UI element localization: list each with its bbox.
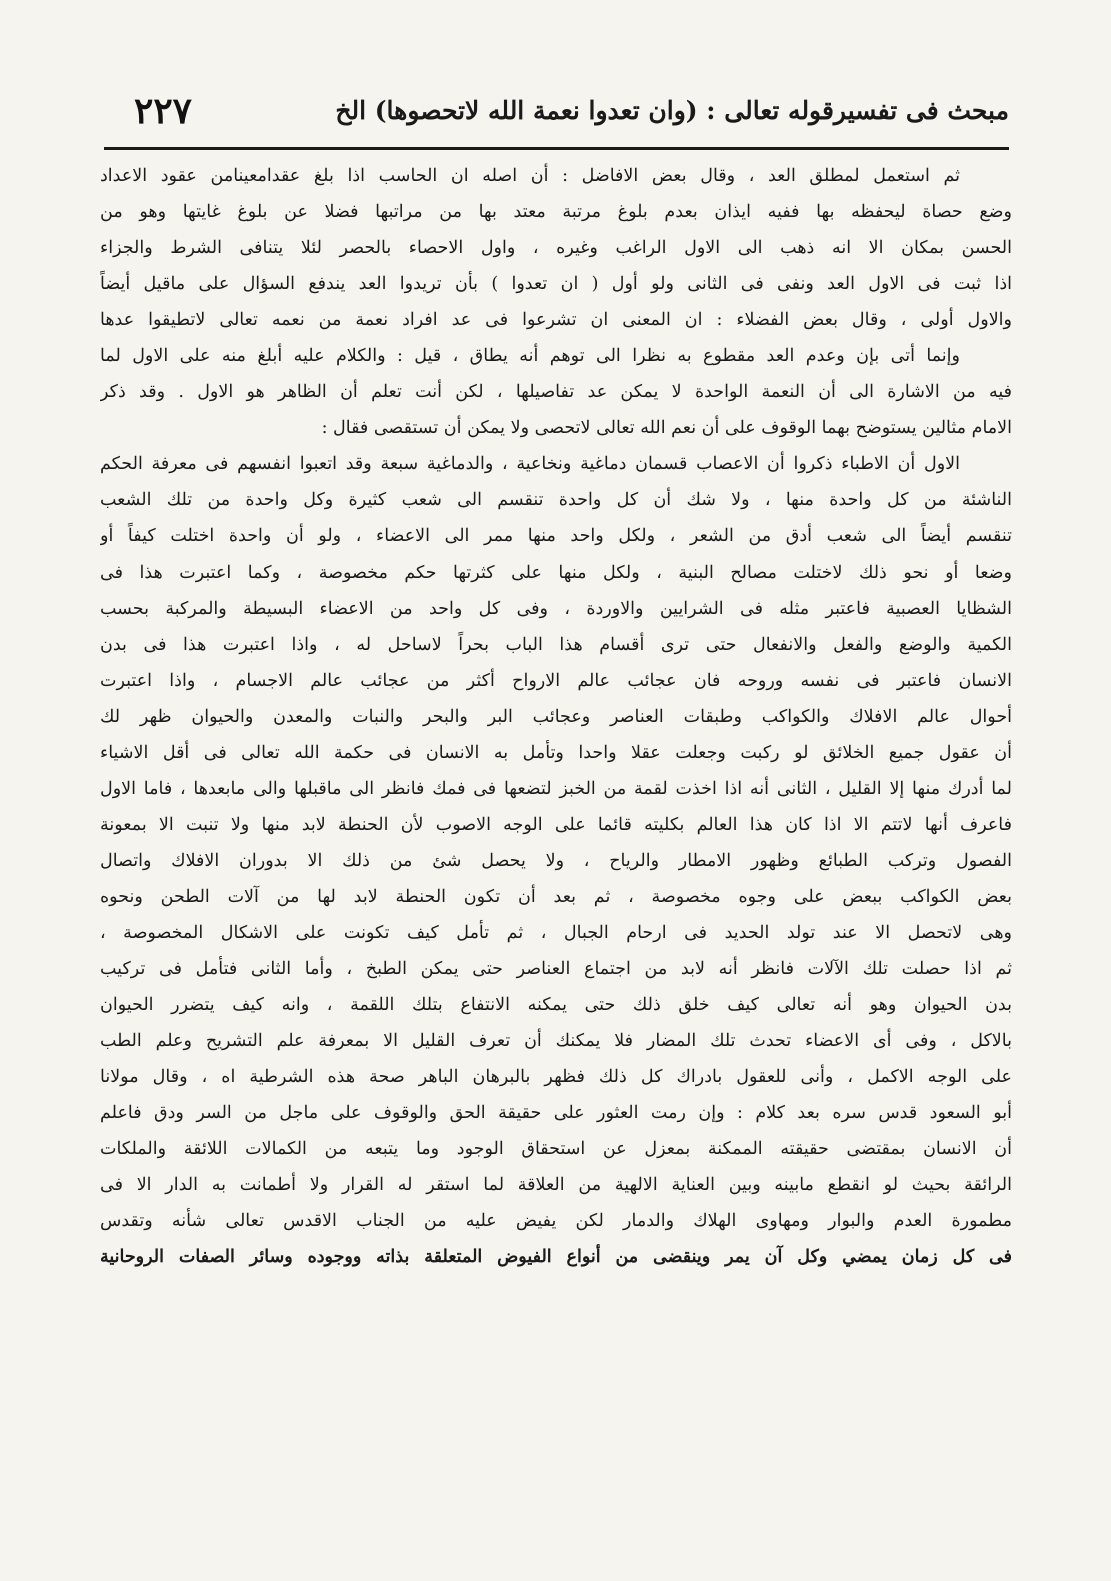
- text-line: الامام مثالين يستوضح بهما الوقوف على أن نعم الله تعالى لاتحصى ولا يمكن أن تستقصى فقال :: [321, 418, 1012, 439]
- page-number: ٢٢٧: [134, 90, 193, 132]
- text-line: أبو السعود قدس سره بعد كلام : وإن رمت العثور على حقيقة الحق والوقوف على ماجل من السر ودق فاعلم: [100, 1103, 1012, 1124]
- text-line: بالاكل ، وفى أى الاعضاء تحدث تلك المضار فلا يمكنك أن تعرف القليل الا بمعرفة علم التشريح وعلم الطب: [100, 1031, 1012, 1052]
- text-line: بدن الحيوان وهو أنه تعالى كيف خلق ذلك حتى يمكنه الانتفاع بتلك اللقمة ، وانه كيف يتضرر الحيوان: [100, 995, 1012, 1016]
- text-line: ثم اذا حصلت تلك الآلات فانظر أنه لابد من اجتماع العناصر حتى يمكن الطبخ ، وأما الثانى فتأمل فى تركيب: [100, 959, 1012, 980]
- text-line: أن الانسان بمقتضى حقيقته الممكنة بمعزل عن استحقاق الوجود وما يتبعه من الكمالات اللائقة والملكات: [100, 1139, 1012, 1160]
- header-rule: [104, 147, 1009, 150]
- text-line: وضع حصاة ليحفظه بها ففيه ايذان بعدم بلوغ مرتبة معتد بها من مراتبها فضلا عن بلوغ غايتها وهو من: [100, 202, 1012, 223]
- page-header: [104, 90, 1009, 144]
- text-line: وضعا أو نحو ذلك لاختلت مصالح البنية ، ولكل منها على كثرتها حكم مخصوصة ، وكما اعتبرت هذا فى: [100, 562, 1012, 583]
- text-line: الكمية والوضع والفعل والانفعال حتى ترى أقسام هذا الباب بحراً لاساحل له ، واذا اعتبرت هذا فى بدن: [100, 634, 1012, 655]
- text-line: الحسن بمكان الا انه ذهب الى الاول الراغب وغيره ، واول الاحصاء بالحصر لئلا يتنافى الشرط والجزاء: [100, 238, 1012, 259]
- text-line: وإنما أتى بإن وعدم العد مقطوع به نظرا الى توهم أنه يطاق ، قيل : والكلام عليه أبلغ منه على الاول لما: [100, 346, 960, 367]
- text-line: اذا ثبت فى الاول العد ونفى فى الثانى ولو أول ( ان تعدوا ) بأن تريدوا العد يندفع السؤال على ماقيل أيضاً: [100, 274, 1012, 295]
- text-line: تنقسم أيضاً الى شعب أدق من الشعر ، ولكل واحد منها ممر الى الاعضاء ، ولو أن واحدة اختلت كيفاً أو: [100, 526, 1012, 547]
- text-line: الاول أن الاطباء ذكروا أن الاعصاب قسمان دماغية ونخاعية ، والدماغية سبعة وقد اتعبوا انفسهم فى معرفة الحكم: [100, 454, 960, 475]
- running-title: مبحث فى تفسيرقوله تعالى : (وان تعدوا نعمة الله لاتحصوها) الخ: [335, 96, 1009, 125]
- text-line: مطمورة العدم والبوار ومهاوى الهلاك والدمار لكن يفيض عليه من الجناب الاقدس تعالى شأنه وتقدس: [100, 1211, 1012, 1232]
- text-line: ثم استعمل لمطلق العد ، وقال بعض الافاضل : أن اصله ان الحاسب اذا بلغ عقدامعينامن عقود الاعداد: [100, 166, 960, 186]
- text-line: أحوال عالم الافلاك والكواكب وطبقات العناصر وعجائب البر والبحر والنبات والمعدن والحيوان ظهر لك: [100, 706, 1012, 727]
- text-line: فيه من الاشارة الى أن النعمة الواحدة لا يمكن عد تفاصيلها ، لكن أنت تعلم أن الظاهر هو الاول . وقد ذكر: [100, 382, 1012, 403]
- text-line: الشظايا العصبية فاعتبر مثله فى الشرايين والاوردة ، وفى كل واحد من الاعضاء البسيطة والمركبة بحسب: [100, 598, 1012, 619]
- text-line: أن عقول جميع الخلائق لو ركبت وجعلت عقلا واحدا وتأمل به الانسان فى حكمة الله تعالى فى أقل الاشياء: [100, 742, 1012, 763]
- text-line: والاول أولى ، وقال بعض الفضلاء : ان المعنى ان تشرعوا فى عد افراد نعمة من نعمه تعالى لاتطيقوا عدها: [100, 310, 1012, 331]
- text-line: الرائقة بحيث لو انقطع مابينه وبين العناية الالهية من العلاقة لما استقر له القرار ولا أطمانت به الدار الا فى: [100, 1175, 1012, 1196]
- text-line: بعض الكواكب ببعض على وجوه مخصوصة ، ثم بعد أن تكون الحنطة لابد لها من آلات الطحن ونحوه: [100, 886, 1012, 907]
- body-text: [100, 158, 1012, 1275]
- text-line: فى كل زمان يمضي وكل آن يمر وينقضى من أنواع الفيوض المتعلقة بذاته ووجوده وسائر الصفات الروحانية: [100, 1247, 1012, 1268]
- text-line: الانسان فاعتبر فى نفسه وروحه فان عجائب عالم الارواح أكثر من عجائب عالم الاجسام ، واذا اعتبرت: [100, 670, 1012, 691]
- text-line: الناشئة من كل واحدة منها ، ولا شك أن كل واحدة تنقسم الى شعب كثيرة وكل واحدة من تلك الشعب: [100, 490, 1012, 511]
- text-line: فاعرف أنها لاتتم الا اذا كان هذا العالم بكليته قائما على الوجه الاصوب لأن الحنطة لابد منها ولا تنبت الا بمعونة: [100, 814, 1012, 835]
- text-line: الفصول وتركب الطبائع وظهور الامطار والرياح ، ولا يحصل شئ من ذلك الا بدوران الافلاك واتصال: [100, 850, 1012, 871]
- text-line: على الوجه الاكمل ، وأنى للعقول بادراك كل ذلك فظهر بالبرهان الباهر صحة هذه الشرطية اه ، وقال مولانا: [100, 1067, 1012, 1088]
- text-line: وهى لاتحصل الا عند تولد الحديد فى ارحام الجبال ، ثم تأمل كيف تكونت على الاشكال المخصوصة ،: [100, 922, 1012, 943]
- text-line: لما أدرك منها إلا القليل ، الثانى أنه اذا اخذت لقمة من الخبز لتضعها فى فمك فانظر الى ماقبلها والى مابعدها ، فاما الاول: [100, 778, 1012, 799]
